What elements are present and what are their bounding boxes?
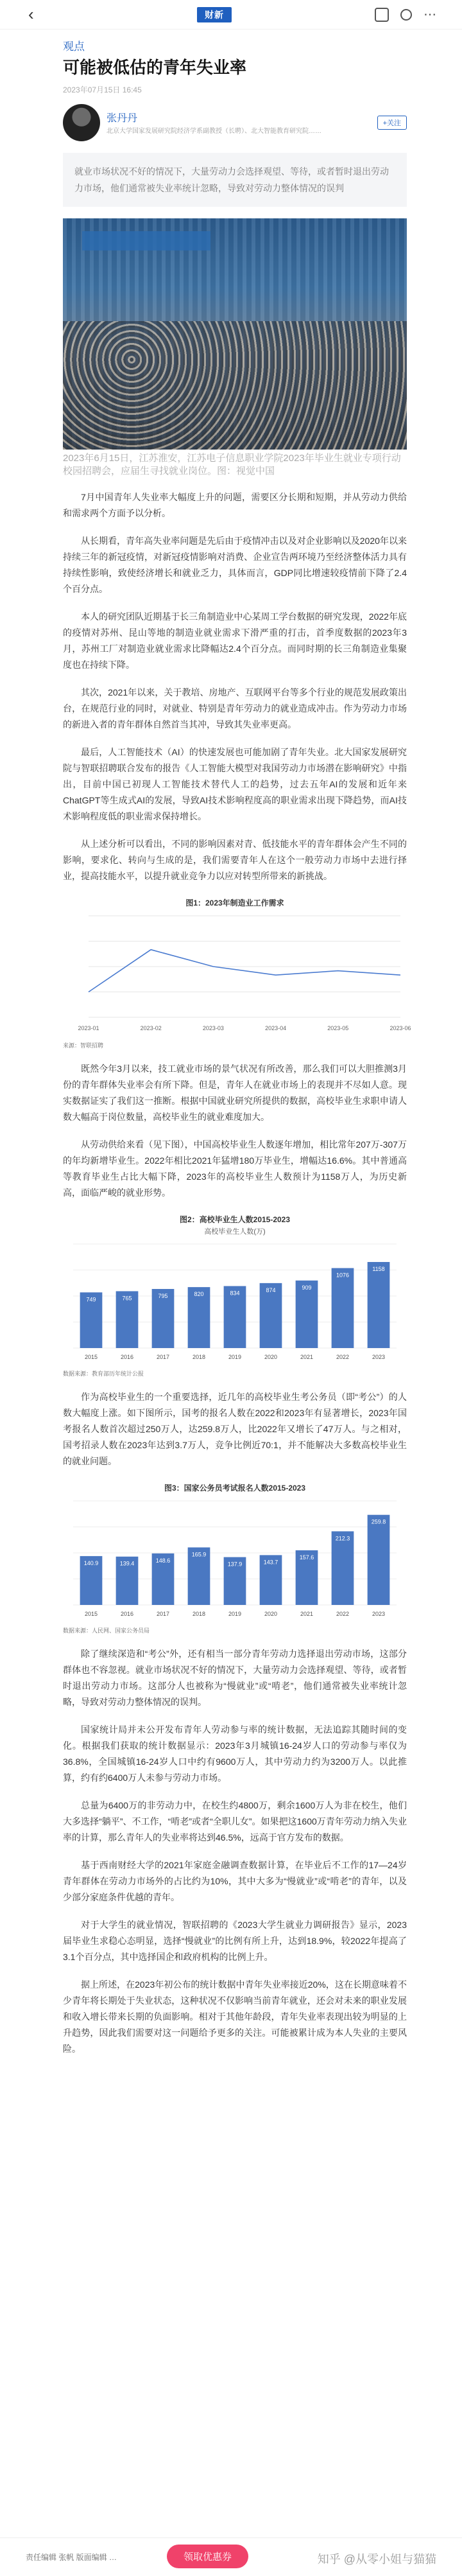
chart-2-x-tick: 2019 xyxy=(228,1354,242,1360)
chart-2-bar xyxy=(332,1268,354,1348)
paragraph: 从劳动供给来看（见下图），中国高校毕业生人数逐年增加，相比常年207万-307万的年均新增毕业生。2022年相比2021年猛增180万毕业生，增幅达16.6%。其中普通高等教育毕业生占比大幅下降，2023年的高校毕业生人数预计为1158万人，为历史新高，面临严峻的就业形势。 xyxy=(63,1139,407,1198)
chart-3-bar xyxy=(368,1515,390,1605)
photo-caption: 2023年6月15日，江苏淮安，江苏电子信息职业学院2023年毕业生就业专项行动校园招聘会，应届生寻找就业岗位。图：视觉中国 xyxy=(63,453,401,477)
more-icon[interactable]: ⋯ xyxy=(424,7,436,22)
chart-3-data-label: 140.9 xyxy=(83,1559,99,1566)
watermark: 知乎 @从零小姐与猫猫 xyxy=(317,2553,436,2566)
figure-2-title: 图2：高校毕业生人数2015-2023 xyxy=(179,1215,291,1224)
chart-2-data-label: 749 xyxy=(86,1296,96,1303)
author-desc: 北京大学国家发展研究院经济学系副教授（长聘）、北大智能教育研究院…… xyxy=(107,127,321,135)
chart-3-data-label: 148.6 xyxy=(155,1557,171,1564)
paragraph: 本人的研究团队近期基于长三角制造业中心某周工学台数据的研究发现，2022年底的疫情对苏州、昆山等地的制造业就业需求下滑严重的打击，首季度数据的2023年3月，苏州工厂对制造业就业需求比降幅达2.4个百分点。而同时期的长三角制造业集聚度也在持续下降。 xyxy=(63,611,407,670)
chart-2-data-label: 874 xyxy=(266,1286,276,1293)
follow-button[interactable]: +关注 xyxy=(377,116,407,130)
brand-logo: 财新 xyxy=(197,7,232,22)
chart-2-data-label: 909 xyxy=(302,1284,312,1291)
photo-crowd xyxy=(63,321,407,450)
article-abstract: 就业市场状况不好的情况下，大量劳动力会选择观望、等待，或者暂时退出劳动力市场，他们通常被失业率统计忽略，导致对劳动力整体情况的误判 xyxy=(63,153,407,207)
chart-3-x-tick: 2018 xyxy=(192,1611,206,1617)
chart-2-x-tick: 2021 xyxy=(300,1354,314,1360)
chart-2-data-label: 1076 xyxy=(336,1272,350,1279)
chart-3-data-label: 139.4 xyxy=(119,1560,135,1567)
paragraph: 从长期看，青年高失业率问题是先后由于疫情冲击以及对企业影响以及2020年以来持续三年的新冠疫情，对新冠疫情影响对消费、企业宣告两环境乃至经济整体活力具有持续性影响，致使经济增长和就业乏力，具体而言，GDP同比增速较疫情前下降了2.4个百分点。 xyxy=(63,536,407,594)
figure-1-title: 图1：2023年制造业工作需求 xyxy=(185,898,284,907)
paragraph: 最后，人工智能技术（AI）的快速发展也可能加剧了青年失业。北大国家发展研究院与智联招聘联合发布的报告《人工智能大模型对我国劳动力市场潜在影响研究》中指出，目前中国已初现人工智能技术替代人工的趋势，过去五年AI的发展和近年来ChatGPT等生成式AI的发展，导致AI技术影响程度高的职业需求出现下降趋势，而AI技术影响程度低的职业需求保持增长。 xyxy=(63,747,407,821)
chart-3-x-tick: 2019 xyxy=(228,1611,242,1617)
top-bar-actions xyxy=(375,8,436,22)
photo-banner xyxy=(82,231,210,250)
chart-2-bar xyxy=(368,1262,390,1348)
avatar[interactable] xyxy=(63,104,100,141)
chart-2-x-tick: 2015 xyxy=(84,1354,98,1360)
chart-2-x-tick: 2017 xyxy=(156,1354,170,1360)
back-arrow-icon[interactable]: ‹ xyxy=(28,4,34,24)
chart-1-x-tick: 2023-02 xyxy=(140,1025,162,1031)
chart-2-data-label: 795 xyxy=(158,1293,168,1300)
chart-3-x-tick: 2015 xyxy=(84,1611,98,1617)
figure-2-source: 数据来源：教育部历年统计公报 xyxy=(63,1371,144,1377)
chart-3-data-label: 157.6 xyxy=(299,1554,314,1561)
figure-2-chart xyxy=(63,1236,407,1365)
chart-3-bar xyxy=(332,1531,354,1605)
chart-2-x-tick: 2016 xyxy=(120,1354,134,1360)
paragraph: 既然今年3月以来，技工就业市场的景气状况有所改善，那么我们可以大胆推测3月份的青年群体失业率会有所下降。但是，青年人在就业市场上的表现并不尽如人意。现实数据证实了我们这一推断。根据中国就业研究所提供的数据，高校毕业生求职申请人数大幅高于岗位数量，高校毕业生的就业难度加大。 xyxy=(63,1064,407,1122)
footer-bar xyxy=(0,2537,462,2576)
chart-3-x-tick: 2017 xyxy=(156,1611,170,1617)
paragraph: 总量为6400万的非劳动力中，在校生约4800万，剩余1600万人为非在校生，他们大多选择“躺平”、不工作，“啃老”或者“全职儿女”。如果把这1600万青年劳动力纳入失业率的计算，那么青年人的失业率将达到46.5%，远高于官方发布的数据。 xyxy=(63,1800,407,1843)
figure-3-title: 图3：国家公务员考试报名人数2015-2023 xyxy=(164,1484,306,1493)
chart-3-x-tick: 2022 xyxy=(336,1611,350,1617)
chart-2-x-tick: 2022 xyxy=(336,1354,350,1360)
figure-2-subtitle: 高校毕业生人数(万) xyxy=(204,1228,266,1236)
chart-2-data-label: 765 xyxy=(122,1295,132,1302)
chart-1-x-tick: 2023-06 xyxy=(389,1025,411,1031)
figure-1-chart xyxy=(63,908,411,1037)
chart-3-x-tick: 2021 xyxy=(300,1611,314,1617)
chart-1-x-tick: 2023-01 xyxy=(78,1025,99,1031)
figure-1 xyxy=(63,897,411,1049)
chart-3-x-tick: 2016 xyxy=(120,1611,134,1617)
article-title: 可能被低估的青年失业率 xyxy=(63,58,247,77)
paragraph: 基于西南财经大学的2021年家庭金融调查数据计算，在毕业后不工作的17—24岁青年群体在劳动力市场外的占比约为10%，其中大多为“慢就业”或“啃老”的青年，以及少部分家庭条件优越的青年。 xyxy=(63,1860,407,1902)
paragraph: 据上所述，在2023年初公布的统计数据中青年失业率接近20%，这在长期意味着不少青年将长期处于失业状态，这种状况不仅影响当前青年就业，还会对未来的职业发展和收入增长带来长期的负面影响。相对于其他年龄段，青年失业率表现出较为明显的上升趋势，因此我们需要对这一问题给予更多的关注。可能被累计成为本人失业的主要风险。 xyxy=(63,1979,407,2054)
editor-credit: 责任编辑 张帆 版面编辑 … xyxy=(26,2553,117,2562)
author-info xyxy=(107,110,372,136)
author-card xyxy=(63,104,407,141)
chart-2-data-label: 834 xyxy=(230,1290,240,1297)
chart-3-data-label: 137.9 xyxy=(227,1561,243,1568)
paragraph: 除了继续深造和“考公”外，还有相当一部分青年劳动力选择退出劳动市场，这部分群体也不容忽视。就业市场状况不好的情况下，大量劳动力会选择观望、等待，或者暂时退出劳动力市场。这部分人也被称为“慢就业”或“啃老”，他们通常被失业率统计忽略，导致对劳动力整体情况的误判。 xyxy=(63,1649,407,1707)
author-name[interactable]: 张丹丹 xyxy=(107,112,138,124)
chart-3-data-label: 212.3 xyxy=(335,1535,350,1542)
paragraph: 其次，2021年以来，关于教培、房地产、互联网平台等多个行业的规范发展政策出台，在规范行业的同时，对就业、特别是青年劳动力的就业造成冲击。作为劳动力市场的新进入者的青年群体自然首当其冲，导致其失业率更高。 xyxy=(63,687,407,730)
search-icon[interactable] xyxy=(400,9,412,21)
chart-1-x-tick: 2023-03 xyxy=(202,1025,224,1031)
paragraph: 7月中国青年人失业率大幅度上升的问题，需要区分长期和短期，并从劳动力供给和需求两个方面予以分析。 xyxy=(63,492,407,518)
chart-1-x-tick: 2023-04 xyxy=(265,1025,287,1031)
paragraph: 作为高校毕业生的一个重要选择，近几年的高校毕业生考公务员（即“考公”）的人数大幅度上涨。如下图所示，国考的报名人数在2022和2023年有显著增长，2023年国考报名人数首次超过250万人，达259.8万人，比2022年又增长了47万人。与之相对，国考招录人数在2023年达到3.7万人，竞争比例近70:1，并不能解决大多数高校毕业生的就业问题。 xyxy=(63,1392,407,1466)
chart-3-data-label: 143.7 xyxy=(263,1559,278,1566)
paragraph: 对于大学生的就业情况，智联招聘的《2023大学生就业力调研报告》显示，2023届毕业生求稳心态明显，选择“慢就业”的比例有所上升，达到18.9%，较2022年提高了3.1个百分点，其中选择国企和政府机构的比例上升。 xyxy=(63,1920,407,1962)
coupon-button[interactable]: 领取优惠券 xyxy=(167,2545,248,2568)
chart-3-x-tick: 2023 xyxy=(372,1611,386,1617)
figure-3 xyxy=(63,1482,407,1634)
figure-3-source: 数据来源：人民网、国家公务员局 xyxy=(63,1627,150,1634)
chart-1-x-tick: 2023-05 xyxy=(327,1025,349,1031)
chart-3-x-tick: 2020 xyxy=(264,1611,278,1617)
chart-2-x-tick: 2018 xyxy=(192,1354,206,1360)
figure-3-chart xyxy=(63,1493,407,1622)
share-icon[interactable] xyxy=(375,8,389,22)
section-tag[interactable]: 观点 xyxy=(63,40,85,53)
chart-3-data-label: 259.8 xyxy=(371,1518,386,1525)
chart-2-x-tick: 2020 xyxy=(264,1354,278,1360)
chart-3-data-label: 165.9 xyxy=(191,1551,207,1558)
figure-1-source: 来源：智联招聘 xyxy=(63,1042,104,1049)
figure-2 xyxy=(63,1214,407,1378)
publish-date: 2023年07月15日 16:45 xyxy=(63,85,142,94)
paragraph: 国家统计局并未公开发布青年人劳动参与率的统计数据，无法追踪其随时间的变化。根据我们获取的统计数据显示：2023年3月城镇16-24岁人口的劳动参与率仅为36.8%，全国城镇16-24岁人口中约有9600万人，其中劳动力约为3200万人。以此推算，约有约6400万人未参与劳动力市场。 xyxy=(63,1724,407,1783)
job-fair-photo xyxy=(63,218,407,450)
chart-2-data-label: 1158 xyxy=(372,1266,385,1273)
chart-2-x-tick: 2023 xyxy=(372,1354,386,1360)
top-bar xyxy=(0,0,462,30)
paragraph: 从上述分析可以看出，不同的影响因素对青、低技能水平的青年群体会产生不同的影响，要求化、转向与生成的是，我们需要青年人在这个一般劳动力市场中去进行择业，提高技能水平，以提升就业竞争力以应对转型所带来的新挑战。 xyxy=(63,839,407,881)
article xyxy=(0,37,462,2057)
chart-2-data-label: 820 xyxy=(194,1291,204,1298)
